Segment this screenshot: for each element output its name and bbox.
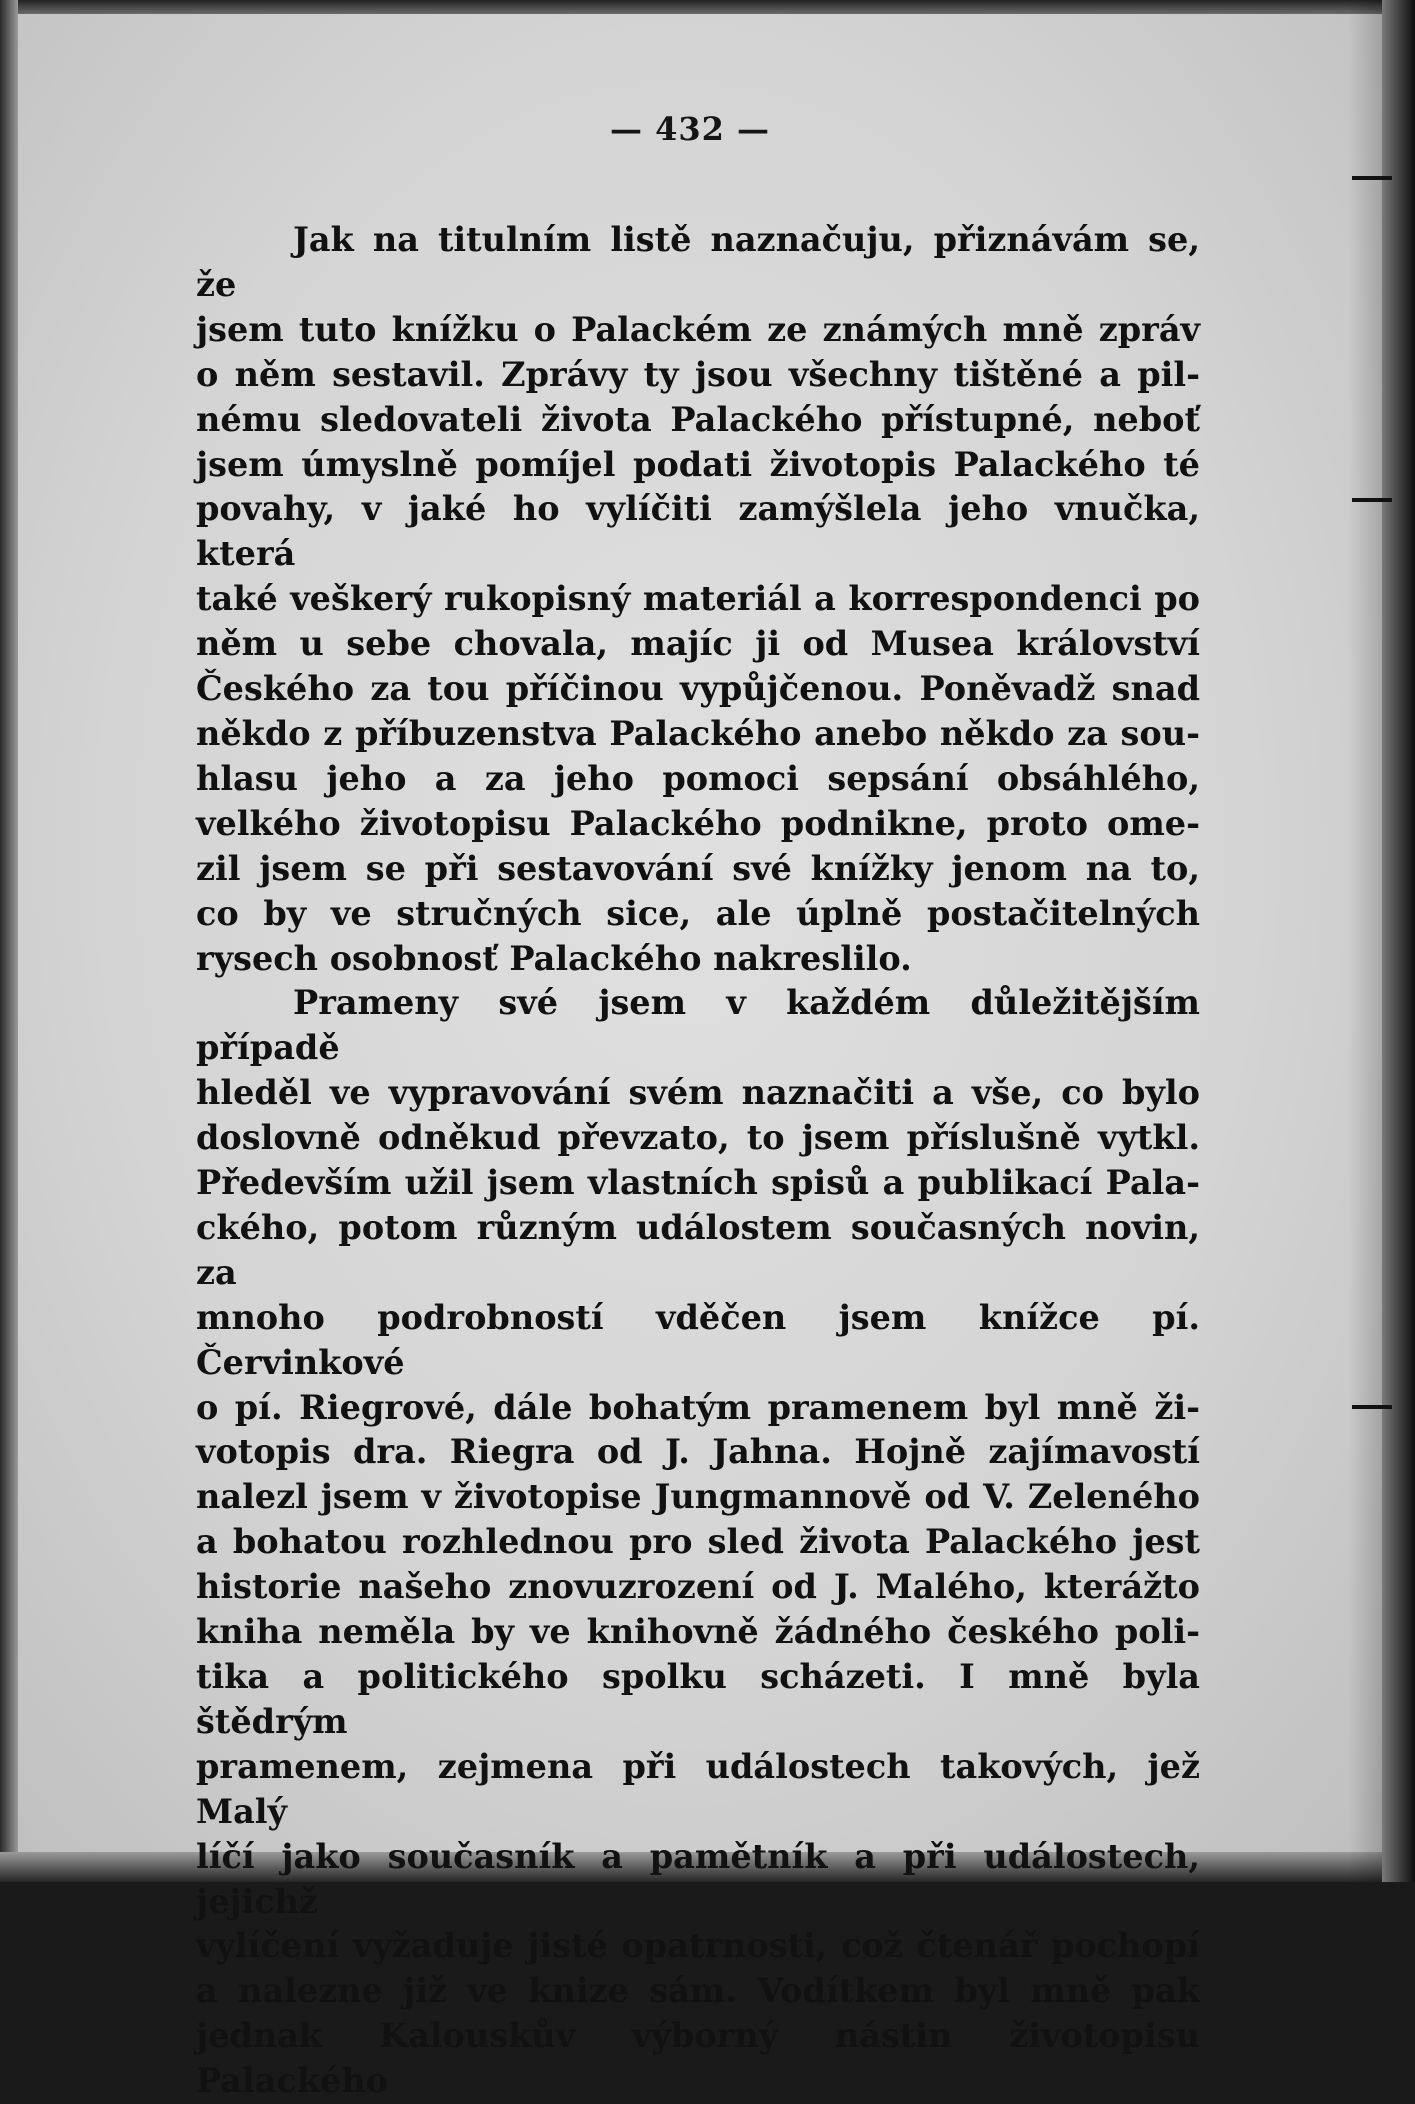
text-line: a nalezne již ve knize sám. Vodítkem byl mně pak xyxy=(196,1971,1200,2011)
text-line: mnoho podrobností vděčen jsem knížce pí. Červinkové xyxy=(196,1297,1200,1382)
text-line: Prameny své jsem v každém důležitějším případě xyxy=(196,983,1200,1068)
page-body xyxy=(196,218,1200,2104)
text-line: Jak na titulním listě naznačuju, přiznávám se, že xyxy=(196,220,1200,304)
text-line: co by ve stručných sice, ale úplně postačitelných xyxy=(196,893,1200,933)
scan-top-edge xyxy=(0,0,1415,14)
text-line: hlasu jeho a za jeho pomoci sepsání obsáhlého, xyxy=(196,758,1200,798)
text-line: líčí jako současník a pamětník a při událostech, jejichž xyxy=(196,1836,1200,1921)
text-line: o něm sestavil. Zprávy ty jsou všechny tištěné a pil- xyxy=(196,354,1200,394)
text-line: jsem tuto knížku o Palackém ze známých mně zpráv xyxy=(196,309,1200,349)
text-line: někdo z příbuzenstva Palackého anebo někdo za sou- xyxy=(196,713,1200,753)
text-line: rysech osobnosť Palackého nakreslilo. xyxy=(196,938,912,978)
text-line: Českého za tou příčinou vypůjčenou. Poněvadž snad xyxy=(196,669,1200,709)
text-line: nému sledovateli života Palackého přístupné, neboť xyxy=(196,399,1200,439)
text-line: také veškerý rukopisný materiál a korrespondenci po xyxy=(196,579,1200,619)
text-line: tika a politického spolku scházeti. I mně byla štědrým xyxy=(196,1657,1200,1741)
binding-thread xyxy=(1352,498,1392,502)
text-line: povahy, v jaké ho vylíčiti zamýšlela jeho vnučka, která xyxy=(196,489,1200,574)
binding-thread xyxy=(1352,1405,1392,1409)
text-line: a bohatou rozhlednou pro sled života Palackého jest xyxy=(196,1522,1200,1562)
text-line: něm u sebe chovala, majíc ji od Musea království xyxy=(196,624,1200,664)
text-line: doslovně odněkud převzato, to jsem příslušně vytkl. xyxy=(196,1118,1200,1158)
text-line: pramenem, zejmena při událostech takových, jež Malý xyxy=(196,1746,1200,1831)
text-line: ckého, potom různým událostem současných novin, za xyxy=(196,1207,1200,1292)
text-line: jsem úmyslně pomíjel podati životopis Palackého té xyxy=(196,444,1200,484)
gutter-shadow xyxy=(1348,0,1382,1882)
page-number: — 432 — xyxy=(609,110,771,148)
text-line: zil jsem se při sestavování své knížky jenom na to, xyxy=(196,848,1200,888)
text-line: velkého životopisu Palackého podnikne, proto ome- xyxy=(196,803,1200,843)
text-line: kniha neměla by ve knihovně žádného českého poli- xyxy=(196,1612,1200,1652)
text-line: Především užil jsem vlastních spisů a publikací Pala- xyxy=(196,1163,1200,1203)
scan-left-edge xyxy=(0,0,18,1882)
text-line: historie našeho znovuzrození od J. Malého, kterážto xyxy=(196,1567,1200,1607)
text-line: votopis dra. Riegra od J. Jahna. Hojně zajímavostí xyxy=(196,1432,1200,1472)
text-line: nalezl jsem v životopise Jungmannově od V. Zeleného xyxy=(196,1477,1200,1517)
text-line: vylíčení vyžaduje jisté opatrnosti, což čtenář pochopí xyxy=(196,1926,1200,1966)
binding-thread xyxy=(1352,176,1392,180)
text-line: jednak Kalouskův výborný nástin životopisu Palackého xyxy=(196,2016,1200,2101)
book-spine xyxy=(1382,0,1415,1882)
text-line: o pí. Riegrové, dále bohatým pramenem byl mně ži- xyxy=(196,1387,1200,1427)
text-line: hleděl ve vypravování svém naznačiti a vše, co bylo xyxy=(196,1073,1200,1113)
